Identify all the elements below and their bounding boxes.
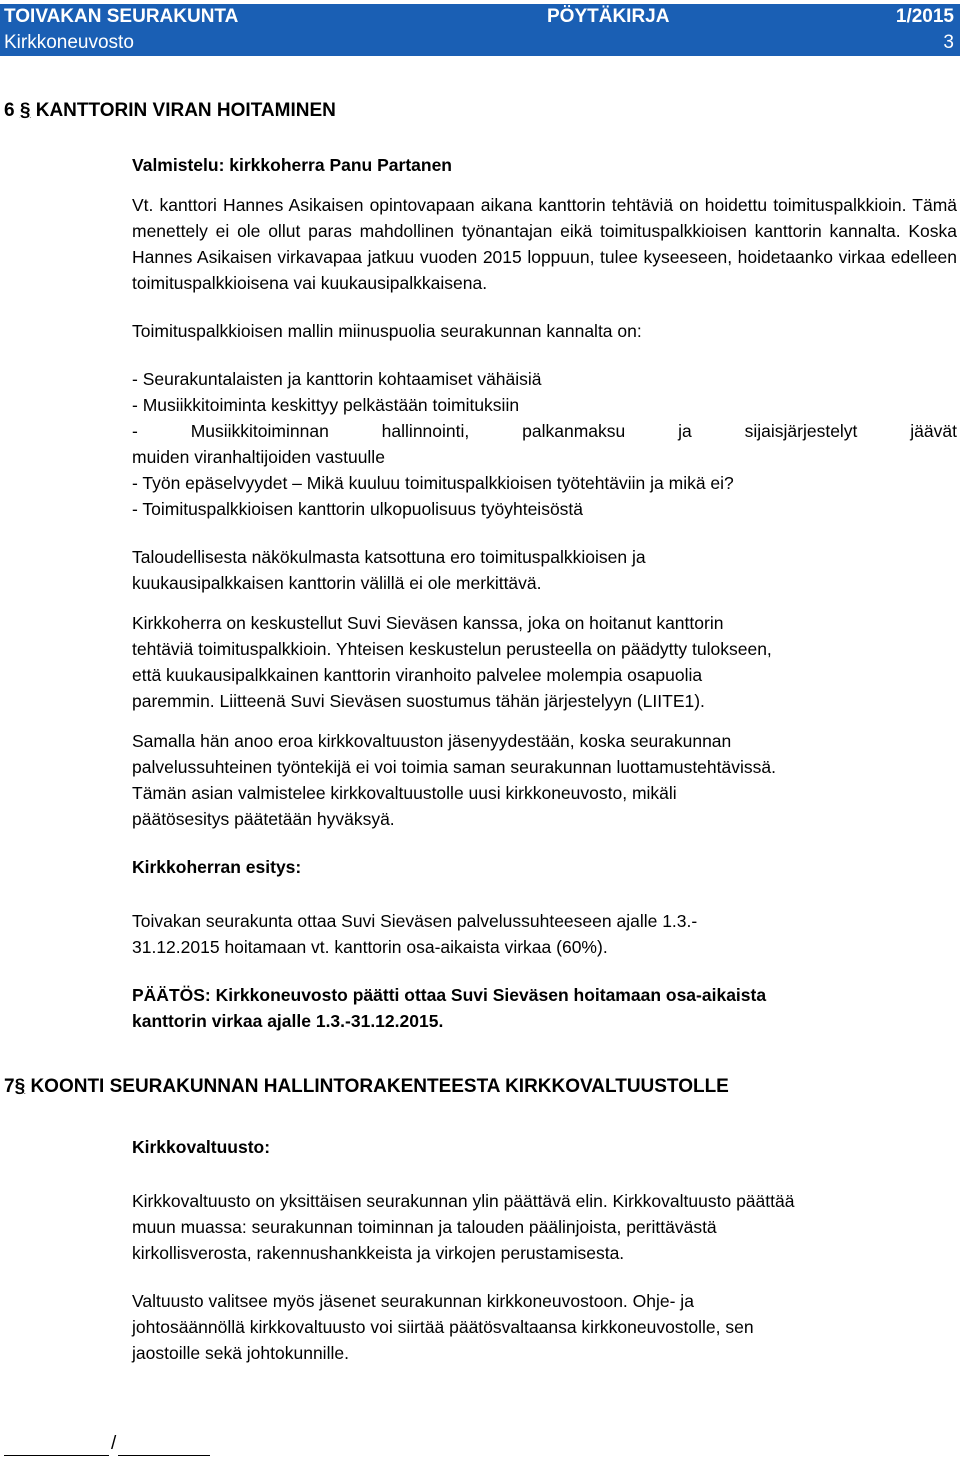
list-item: - Toimituspalkkioisen kanttorin ulkopuolisuus työyhteisöstä [132, 499, 584, 519]
list-item: - Seurakuntalaisten ja kanttorin kohtaamiset vähäisiä [132, 369, 542, 389]
section-title: KOONTI SEURAKUNNAN HALLINTORAKENTEESTA KIRKKOVALTUUSTOLLE [30, 1076, 729, 1097]
signature-separator: / [111, 1433, 117, 1454]
section-mark: § [14, 1076, 26, 1097]
downsides-list [132, 366, 957, 522]
section-title: KANTTORIN VIRAN HOITAMINEN [35, 100, 336, 121]
council-subheading: Kirkkovaltuusto: [132, 1137, 271, 1157]
section-6-heading [4, 92, 960, 130]
section-number: 7 [4, 1076, 15, 1097]
decision-paragraph [132, 982, 957, 1034]
signature-blank [118, 1437, 210, 1456]
intro-paragraph: Vt. kanttori Hannes Asikaisen opintovapaan aikana kanttorin tehtäviä on hoidettu toimituspalkkioin. Tämä menettely ei ole ollut paras mahdollinen työnantajan eikä toimituspalkkioisen kanttorin kannalta. Koska Hannes Asikaisen virkavapaa jatkuu vuoden 2015 loppuun, tulee kyseeseen, hoidetaanko virkaa edelleen toimituspalkkioisena vai kuukausipalkkaisena. [132, 195, 957, 293]
text-line: kanttorin virkaa ajalle 1.3.-31.12.2015. [132, 1011, 444, 1031]
text-line: jaostoille sekä johtokunnille. [132, 1343, 349, 1363]
document-number: 1/2015 [895, 6, 954, 27]
organization-name: TOIVAKAN SEURAKUNTA [4, 6, 239, 27]
page-header [0, 4, 960, 56]
text-line: PÄÄTÖS: Kirkkoneuvosto päätti ottaa Suvi Sieväsen hoitamaan osa-aikaista [132, 985, 767, 1005]
text-line: että kuukausipalkkainen kanttorin viranhoito palvelee molempia osapuolia [132, 665, 703, 685]
list-item: - Musiikkitoiminnan hallinnointi, palkanmaksu ja sijaisjärjestelyt jäävät [132, 421, 957, 441]
list-item: - Työn epäselvyydet – Mikä kuuluu toimituspalkkioisen työtehtäviin ja mikä ei? [132, 473, 734, 493]
signature-initials-line [4, 1432, 210, 1456]
section-number: 6 [4, 100, 15, 121]
header-row-top [0, 4, 960, 30]
document-body [0, 92, 960, 1366]
text-line: 31.12.2015 hoitamaan vt. kanttorin osa-aikaista virkaa (60%). [132, 937, 608, 957]
text-line: kuukausipalkkaisen kanttorin välillä ei ole merkittävä. [132, 573, 542, 593]
governing-body: Kirkkoneuvosto [4, 32, 134, 53]
text-line: Samalla hän anoo eroa kirkkovaltuuston jäsenyydestään, koska seurakunnan [132, 731, 732, 751]
text-line: Valtuusto valitsee myös jäsenet seurakunnan kirkkoneuvostoon. Ohje- ja [132, 1291, 694, 1311]
header-row-bottom [0, 30, 960, 56]
section-mark: § [19, 100, 31, 121]
discussion-paragraph [132, 610, 957, 714]
preparation-line: Valmistelu: kirkkoherra Panu Partanen [132, 155, 452, 175]
text-line: Tämän asian valmistelee kirkkovaltuustolle uusi kirkkoneuvosto, mikäli [132, 783, 677, 803]
proposal-heading: Kirkkoherran esitys: [132, 857, 302, 877]
list-item: muiden viranhaltijoiden vastuulle [132, 447, 385, 467]
text-line: johtosäännöllä kirkkovaltuusto voi siirtää päätösvaltaansa kirkkoneuvostolle, sen [132, 1317, 754, 1337]
text-line: päätösesitys päätetään hyväksyä. [132, 809, 395, 829]
proposal-paragraph [132, 908, 957, 960]
text-line: paremmin. Liitteenä Suvi Sieväsen suostumus tähän järjestelyyn (LIITE1). [132, 691, 705, 711]
text-line: Kirkkovaltuusto on yksittäisen seurakunnan ylin päättävä elin. Kirkkovaltuusto päättää [132, 1191, 795, 1211]
text-line: kirkollisverosta, rakennushankkeista ja virkojen perustamisesta. [132, 1243, 625, 1263]
economics-paragraph [132, 544, 957, 596]
text-line: tehtäviä toimituspalkkioin. Yhteisen keskustelun perusteella on päädytty tulokseen, [132, 639, 772, 659]
text-line: Taloudellisesta näkökulmasta katsottuna ero toimituspalkkioisen ja [132, 547, 646, 567]
text-line: palvelussuhteinen työntekijä ei voi toimia saman seurakunnan luottamustehtävissä. [132, 757, 776, 777]
council-paragraph-2 [132, 1288, 957, 1366]
document-type: PÖYTÄKIRJA [547, 6, 670, 27]
downsides-heading: Toimituspalkkioisen mallin miinuspuolia seurakunnan kannalta on: [132, 321, 642, 341]
text-line: muun muassa: seurakunnan toiminnan ja talouden päälinjoista, perittävästä [132, 1217, 717, 1237]
page-number: 3 [943, 32, 954, 53]
list-item: - Musiikkitoiminta keskittyy pelkästään toimituksiin [132, 395, 520, 415]
resignation-paragraph [132, 728, 957, 832]
text-line: Kirkkoherra on keskustellut Suvi Sieväsen kanssa, joka on hoitanut kanttorin [132, 613, 724, 633]
section-7-heading [4, 1068, 960, 1106]
council-paragraph-1 [132, 1188, 957, 1266]
signature-blank [4, 1437, 109, 1456]
text-line: Toivakan seurakunta ottaa Suvi Sieväsen palvelussuhteeseen ajalle 1.3.- [132, 911, 698, 931]
